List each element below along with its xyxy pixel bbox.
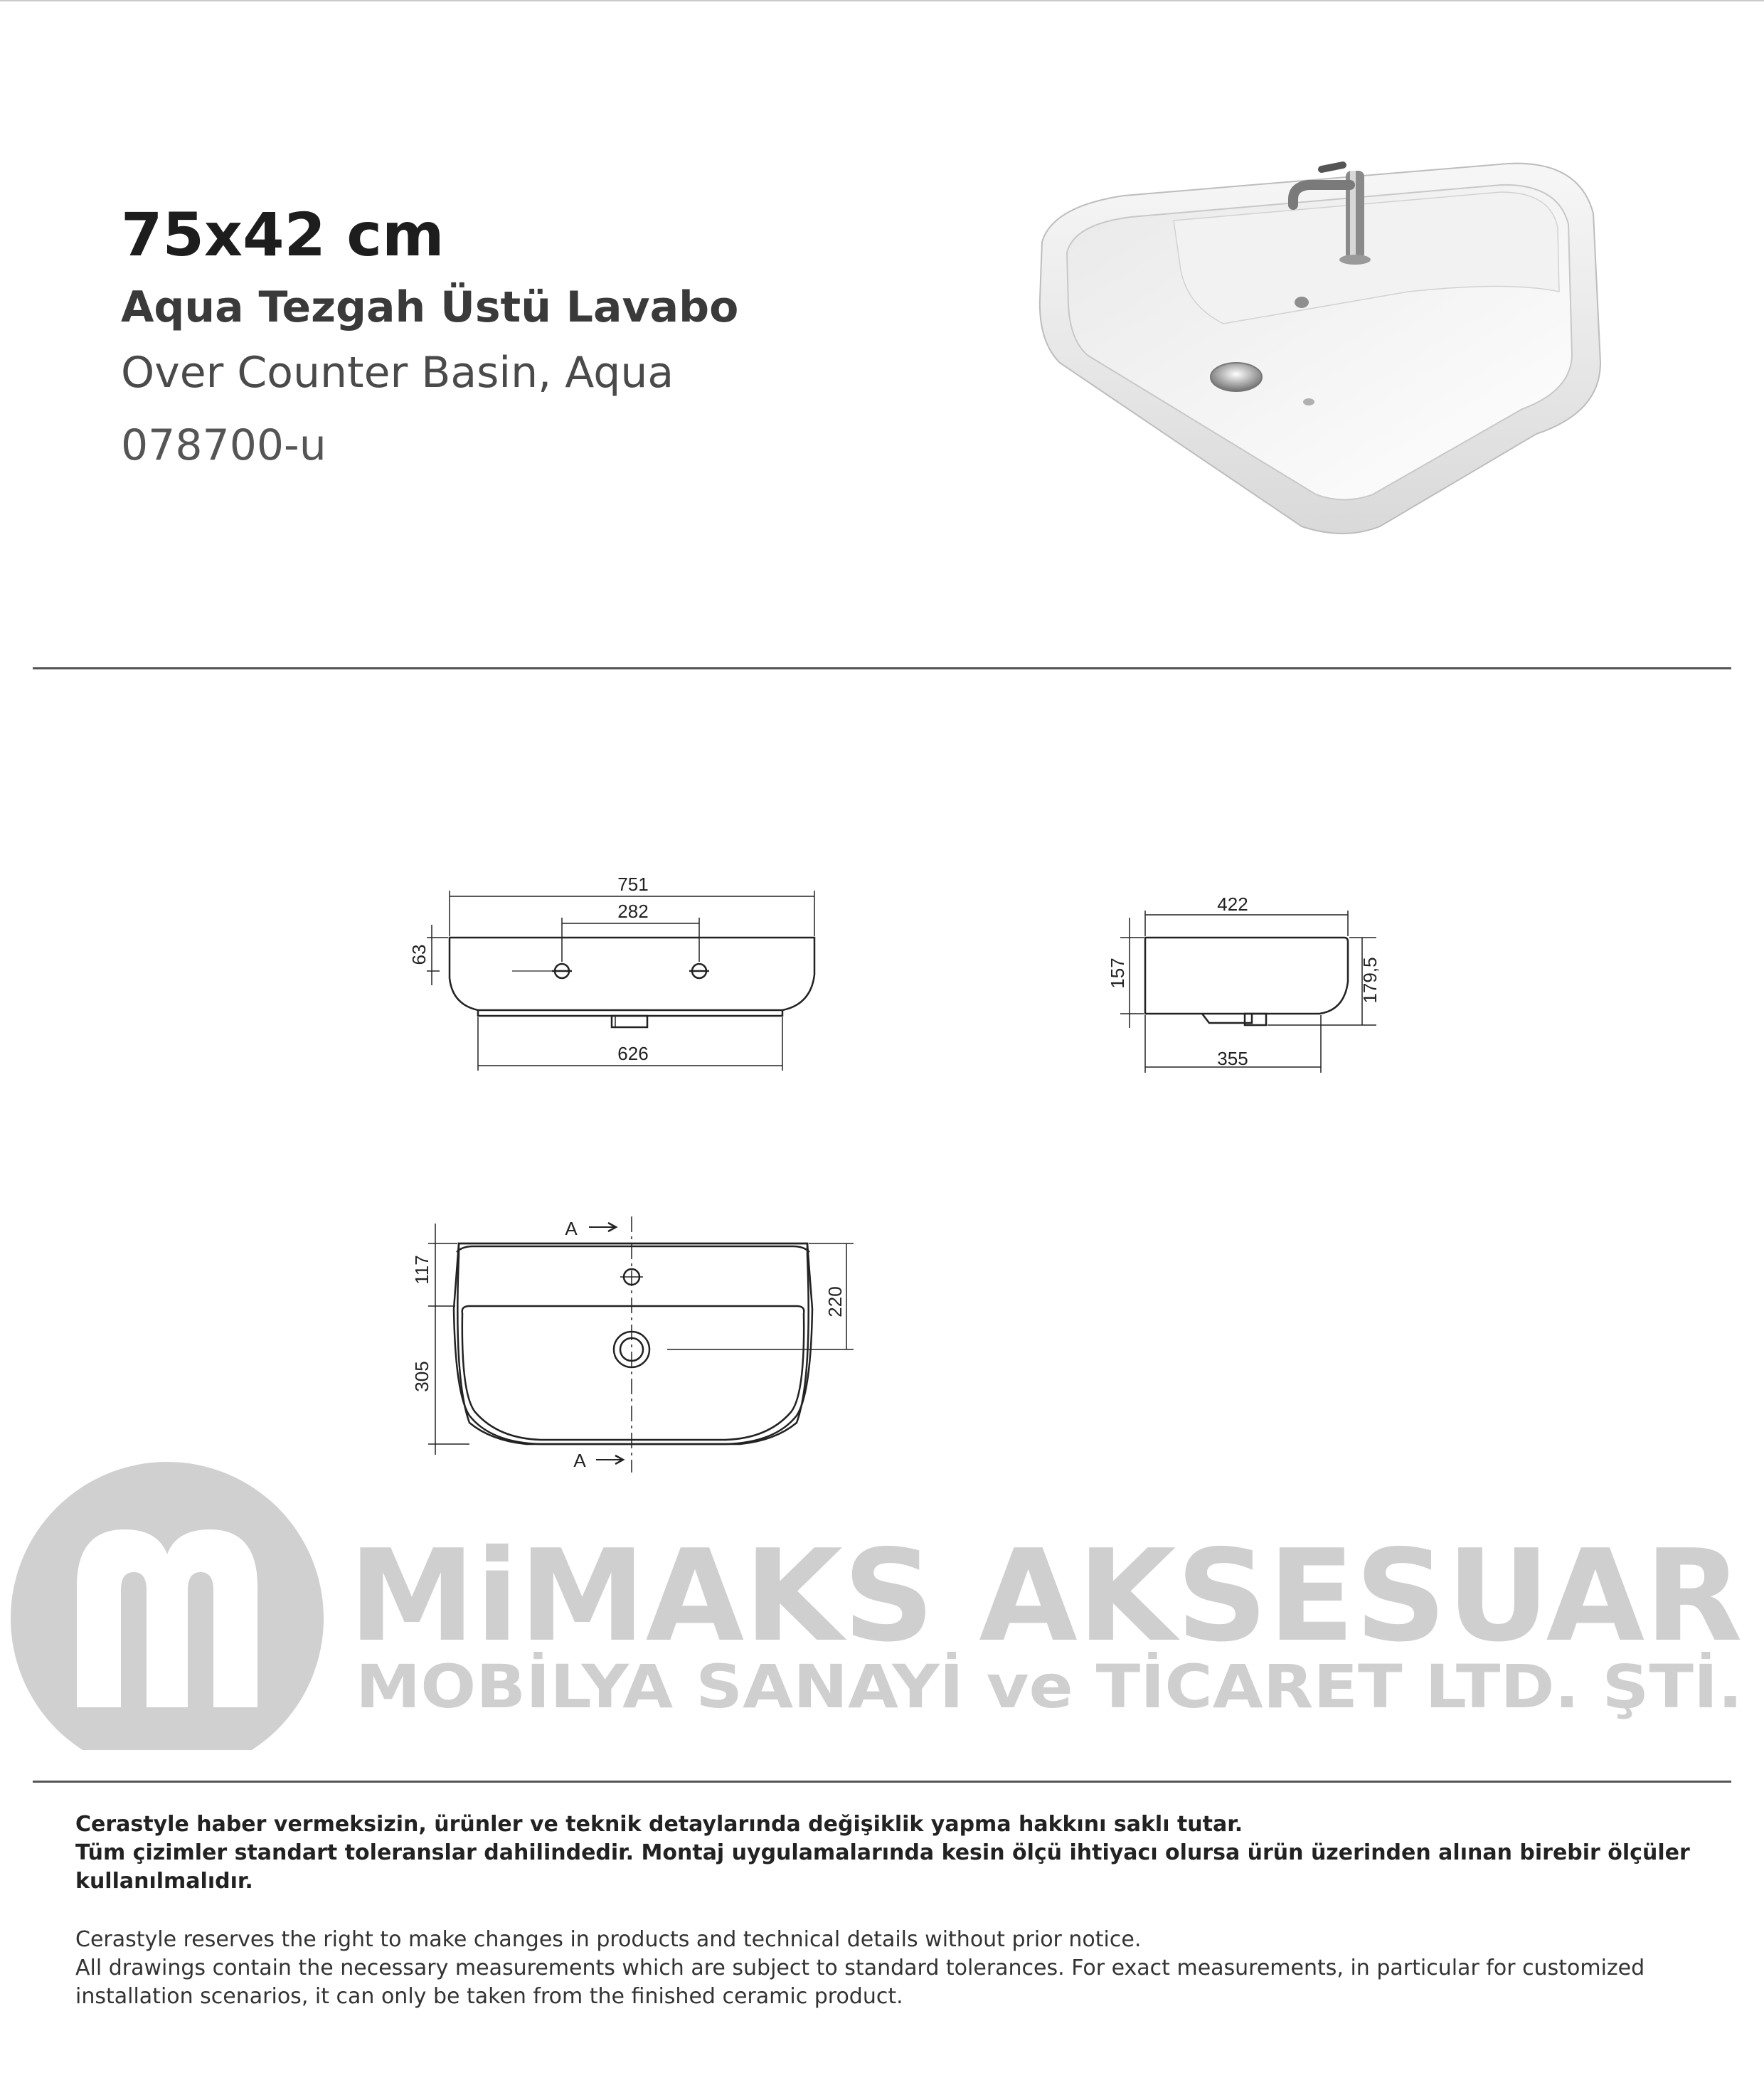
disclaimer-en-line3: installation scenarios, it can only be taken from the finished ceramic product. (75, 1984, 903, 2009)
section-marker-bottom: A (573, 1450, 586, 1471)
disclaimer-tr-line1: Cerastyle haber vermeksizin, ürünler ve teknik detaylarında değişiklik yapma hakkını saklı tutar. (75, 1812, 1243, 1837)
product-name-en: Over Counter Basin, Aqua (121, 348, 674, 398)
separator-bottom (33, 1781, 1731, 1783)
watermark-logo (11, 1462, 324, 1750)
watermark (0, 1444, 1764, 1750)
dim-front-rim: 63 (408, 944, 430, 965)
product-name-tr: Aqua Tezgah Üstü Lavabo (121, 282, 739, 332)
watermark-brand: MiMAKS AKSESUAR (349, 1522, 1743, 1670)
separator-top (33, 667, 1731, 669)
dim-side-bottom: 355 (1217, 1048, 1248, 1069)
dim-front-bottom: 626 (617, 1043, 649, 1064)
side-view (1120, 911, 1376, 1073)
disclaimer-en-line2: All drawings contain the necessary measurements which are subject to standard tolerances. For exact measurements, in particular for customized (75, 1956, 1645, 1980)
dim-front-holes: 282 (617, 901, 649, 922)
product-size: 75x42 cm (121, 200, 445, 270)
disclaimer-en-line1: Cerastyle reserves the right to make changes in products and technical details without prior notice. (75, 1927, 1142, 1952)
product-code: 078700-u (121, 420, 326, 470)
disclaimer-tr-line2: Tüm çizimler standart toleranslar dahilindedir. Montaj uygulamalarında kesin ölçü ihtiyacı olursa ürün üzerinden alınan birebir ölçüler kullanılmalıdır. (75, 1840, 1690, 1894)
product-photo (1010, 128, 1622, 555)
watermark-company: MOBİLYA SANAYİ ve TİCARET LTD. ŞTİ. (356, 1652, 1743, 1722)
section-marker-top: A (565, 1218, 578, 1239)
disclaimer (75, 1810, 1733, 2011)
dim-side-depth: 422 (1217, 893, 1248, 915)
top-view (428, 1216, 854, 1473)
dim-top-front: 305 (411, 1361, 432, 1392)
dim-front-width: 751 (617, 874, 649, 895)
product-header (121, 199, 738, 478)
dim-top-back: 117 (411, 1255, 432, 1285)
dim-side-height: 157 (1107, 958, 1128, 989)
dim-top-tap-drain: 220 (824, 1286, 846, 1317)
technical-drawing (0, 818, 1764, 1473)
dim-side-total: 179,5 (1359, 957, 1381, 1004)
top-border (0, 0, 1764, 1)
